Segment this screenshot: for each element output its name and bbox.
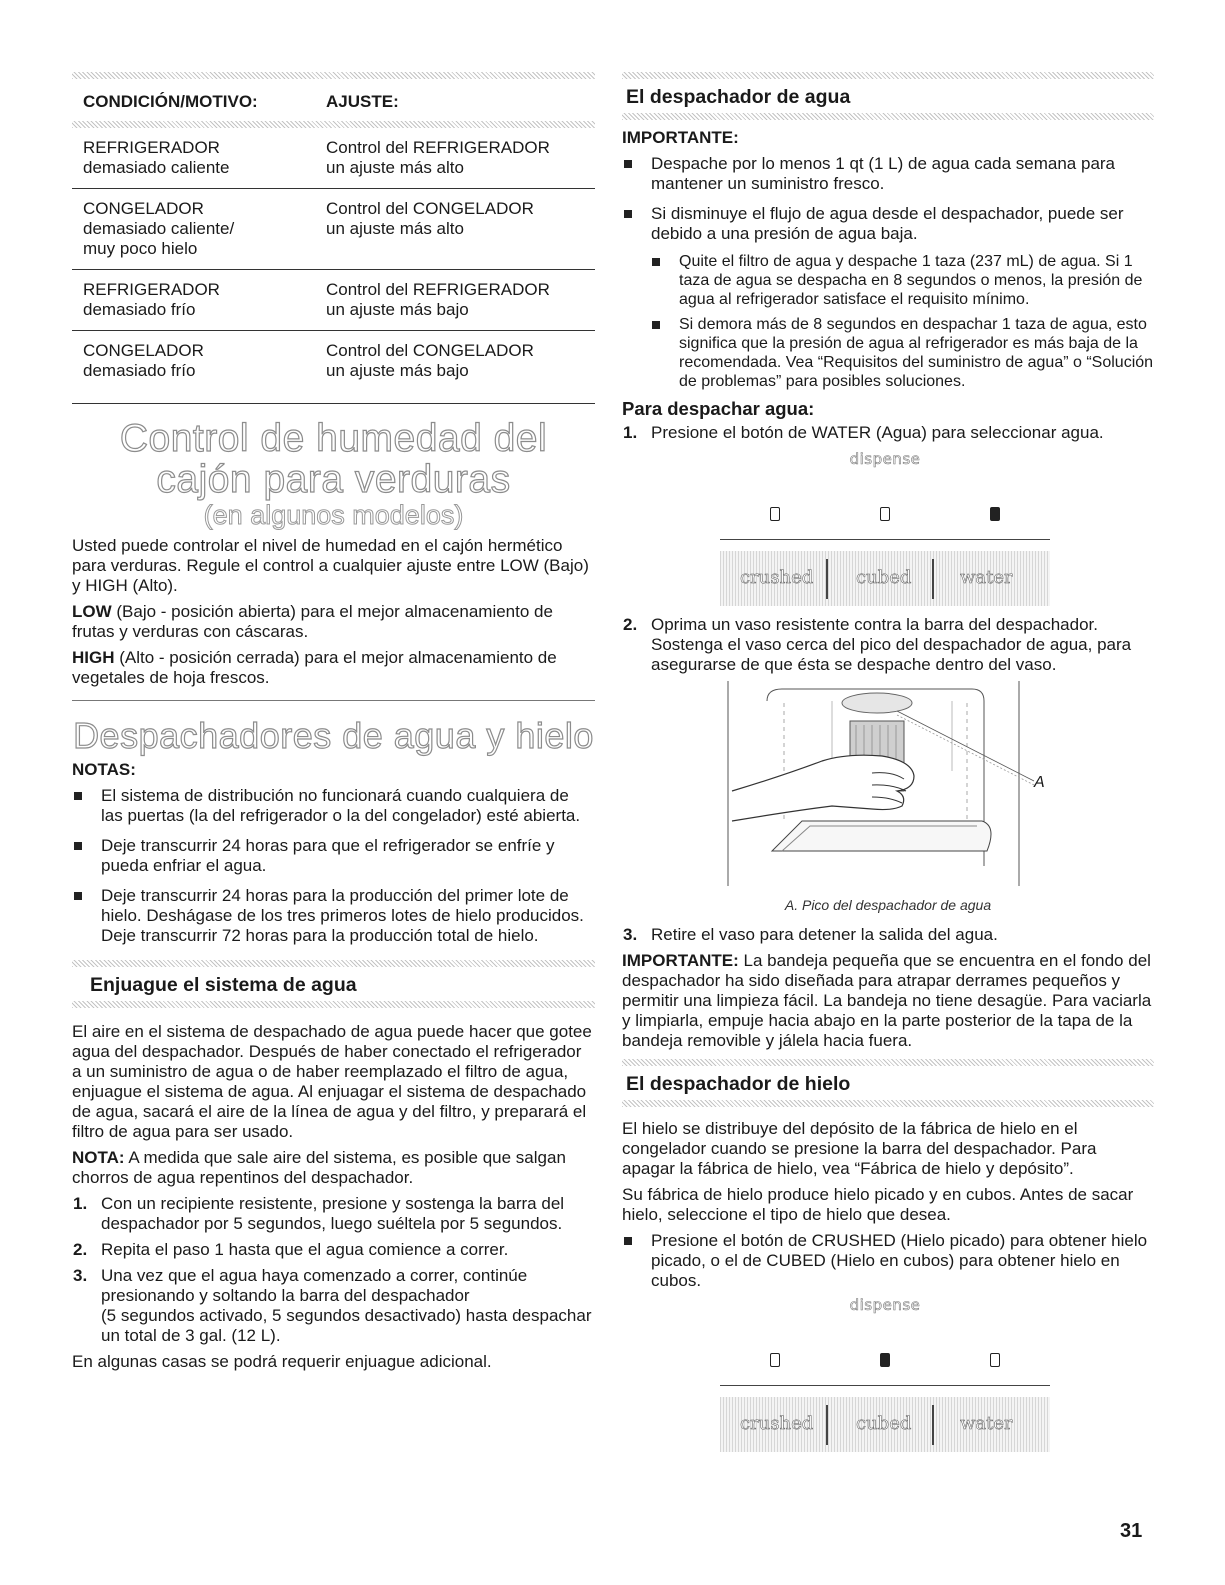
list-item xyxy=(72,1194,595,1234)
water-sub-bullets xyxy=(650,252,1154,391)
important2-label: IMPORTANTE: xyxy=(622,951,739,970)
rinse-note-label: NOTA: xyxy=(72,1148,125,1167)
rinse-intro: El aire en el sistema de despachado de agua puede hacer que gotee agua del despachador. Después de haber conectado el refrigerador a un suministro de agua o de haber reemplazado el filtro de agua, enjuague el sistema de agua. Al enjuagar el sistema de despachado de agua, sacará el aire de la línea de agua y del filtro, y preparará el filtro de agua para ser usado. xyxy=(72,1022,592,1141)
crushed-indicator-light xyxy=(770,1353,780,1367)
table-row xyxy=(72,269,595,330)
list-item: Despache por lo menos 1 qt (1 L) de agua cada semana para mantener un suministro fresco. xyxy=(622,154,1154,194)
table-top-hatch xyxy=(72,72,595,79)
list-item xyxy=(72,1240,595,1260)
panel-rule xyxy=(720,1385,1050,1386)
left-column xyxy=(72,72,595,1378)
water-steps-b xyxy=(622,615,1154,675)
list-item: Quite el filtro de agua y despache 1 taza (237 mL) de agua. Si 1 taza de agua se despacha en 8 segundos o menos, la presión de agua al refrigerador satisface el requisito mínimo. xyxy=(650,252,1154,309)
rinse-heading: Enjuague el sistema de agua xyxy=(90,974,357,996)
list-item: Si disminuye el flujo de agua desde el despachador, puede ser debido a una presión de agua baja. xyxy=(622,204,1154,244)
dispenser-illustration xyxy=(722,681,1052,891)
panel-separator xyxy=(932,1405,934,1445)
water-steps-c xyxy=(622,925,1154,945)
table-header-hatch xyxy=(72,121,595,128)
water-heading: El despachador de agua xyxy=(626,86,851,108)
step-text: Repita el paso 1 hasta que el agua comience a correr. xyxy=(101,1240,509,1259)
list-item: Deje transcurrir 24 horas para la producción del primer lote de hielo. Deshágase de los tres primeros lotes de hielo producidos. Deje transcurrir 72 horas para la producción total de hielo. xyxy=(72,886,595,946)
rinse-steps xyxy=(72,1194,595,1346)
water-hatch-top xyxy=(622,72,1154,79)
humidity-high xyxy=(72,648,595,688)
water-bullets xyxy=(622,154,1154,244)
panel-indicator-lights xyxy=(720,507,1050,527)
table-cell-condition: REFRIGERADOR demasiado caliente xyxy=(83,138,230,177)
step-number: 1. xyxy=(623,423,638,442)
step-number: 2. xyxy=(73,1240,88,1259)
panel-rule xyxy=(720,539,1050,540)
rinse-note-text: A medida que sale aire del sistema, es posible que salgan chorros de agua repentinos del despachador. xyxy=(72,1148,566,1187)
list-item: Si demora más de 8 segundos en despachar 1 taza de agua, esto significa que la presión de agua al refrigerador es más baja de la recomendada. Vea “Requisitos del suministro de agua” o “Solución de problemas” para posibles soluciones. xyxy=(650,315,1154,391)
dispense-water-heading: Para despachar agua: xyxy=(622,398,815,419)
table-header-condition: CONDICIÓN/MOTIVO: xyxy=(83,92,258,111)
list-item xyxy=(622,925,1154,945)
panel-separator xyxy=(932,559,934,599)
crushed-button[interactable]: crushed xyxy=(740,567,814,588)
water-important-2 xyxy=(622,951,1154,1051)
step-text: Presione el botón de WATER (Agua) para seleccionar agua. xyxy=(651,423,1104,442)
crushed-button[interactable]: crushed xyxy=(740,1413,814,1434)
list-item xyxy=(622,615,1154,675)
step-text: Con un recipiente resistente, presione y sostenga la barra del despachador por 5 segundos, luego suéltela por 5 segundos. xyxy=(101,1194,565,1233)
table-cell-adjustment: Control del CONGELADOR un ajuste más alto xyxy=(326,199,534,238)
table-cell-adjustment: Control del REFRIGERADOR un ajuste más bajo xyxy=(326,280,550,319)
table-cell-condition: REFRIGERADOR demasiado frío xyxy=(83,280,220,319)
water-dispenser-figure xyxy=(722,681,1052,891)
list-item xyxy=(622,423,1154,443)
ice-p2: Su fábrica de hielo produce hielo picado y en cubos. Antes de sacar hielo, seleccione el tipo de hielo que desea. xyxy=(622,1185,1134,1224)
humidity-subtitle: (en algunos modelos) xyxy=(203,500,464,530)
ice-dispenser-panel xyxy=(720,1295,1050,1455)
panel-dispense-label: dispense xyxy=(849,450,921,468)
section-divider xyxy=(72,700,595,701)
table-cell-condition: CONGELADOR demasiado caliente/ muy poco hielo xyxy=(83,199,235,258)
rinse-hatch-top xyxy=(72,960,595,967)
crushed-indicator-light xyxy=(770,507,780,521)
table-row xyxy=(72,128,595,188)
high-label: HIGH xyxy=(72,648,115,667)
figure-caption: A. Pico del despachador de agua xyxy=(784,897,992,913)
humidity-low xyxy=(72,602,595,642)
step-number: 1. xyxy=(73,1194,88,1213)
water-indicator-light xyxy=(990,1353,1000,1367)
water-important-heading: IMPORTANTE: xyxy=(622,128,739,147)
cubed-indicator-light xyxy=(880,507,890,521)
humidity-title-line2: cajón para verduras xyxy=(156,458,511,501)
panel-separator xyxy=(826,559,828,599)
ice-heading: El despachador de hielo xyxy=(626,1073,851,1095)
notes-list xyxy=(72,786,595,946)
panel-indicator-lights xyxy=(720,1353,1050,1373)
list-item: Deje transcurrir 24 horas para que el refrigerador se enfríe y pueda enfriar el agua. xyxy=(72,836,595,876)
ice-p1: El hielo se distribuye del depósito de la fábrica de hielo en el congelador cuando se presione la barra del despachador. Para apagar la fábrica de hielo, vea “Fábrica de hielo y depósito”. xyxy=(622,1119,1097,1178)
rinse-note xyxy=(72,1148,595,1188)
panel-dispense-label: dispense xyxy=(849,1296,921,1314)
important2-text: La bandeja pequeña que se encuentra en el fondo del despachador ha sido diseñada para atrapar derrames pequeños y permitir una limpieza fácil. La bandeja no tiene desagüe. Para vaciarla y limpiarla, empuje hacia abajo en la parte posterior de la tapa de la bandeja removible y jálela hacia fuera. xyxy=(622,951,1152,1050)
ice-bullets xyxy=(622,1231,1154,1291)
humidity-intro: Usted puede controlar el nivel de humedad en el cajón hermético para verduras. Regule el control a cualquier ajuste entre LOW (Bajo) y HIGH (Alto). xyxy=(72,536,589,595)
table-cell-condition: CONGELADOR demasiado frío xyxy=(83,341,204,380)
rinse-closing: En algunas casas se podrá requerir enjuague adicional. xyxy=(72,1352,492,1371)
table-row xyxy=(72,330,595,403)
step-number: 3. xyxy=(73,1266,88,1285)
table-header xyxy=(72,79,595,121)
list-item xyxy=(72,1266,595,1346)
water-indicator-light xyxy=(990,507,1000,521)
high-text: (Alto - posición cerrada) para el mejor almacenamiento de vegetales de hoja frescos. xyxy=(72,648,557,687)
water-dispenser-panel xyxy=(720,449,1050,609)
ice-hatch-top xyxy=(622,1059,1154,1066)
table-header-adjustment: AJUSTE: xyxy=(326,92,399,111)
humidity-title-line1: Control de humedad del xyxy=(119,417,548,460)
cubed-indicator-light xyxy=(880,1353,890,1367)
dispensers-section xyxy=(72,715,595,946)
step-number: 3. xyxy=(623,925,638,944)
low-text: (Bajo - posición abierta) para el mejor almacenamiento de frutas y verduras con cáscaras. xyxy=(72,602,553,641)
humidity-section xyxy=(72,418,595,688)
notes-heading: NOTAS: xyxy=(72,760,136,779)
table-cell-adjustment: Control del REFRIGERADOR un ajuste más alto xyxy=(326,138,550,177)
right-column xyxy=(622,72,1154,1455)
list-item: Presione el botón de CRUSHED (Hielo picado) para obtener hielo picado, o el de CUBED (Hielo en cubos) para obtener hielo en cubos. xyxy=(622,1231,1154,1291)
table-row xyxy=(72,188,595,269)
step-text: Oprima un vaso resistente contra la barra del despachador. Sostenga el vaso cerca del pico del despachador de agua, para asegurarse de que ésta se despache dentro del vaso. xyxy=(651,615,1132,674)
water-steps-a xyxy=(622,423,1154,443)
page-number: 31 xyxy=(1120,1520,1143,1542)
water-button[interactable]: water xyxy=(960,1413,1013,1434)
water-hatch-bottom xyxy=(622,113,1154,120)
step-number: 2. xyxy=(623,615,638,634)
table-cell-adjustment: Control del CONGELADOR un ajuste más bajo xyxy=(326,341,534,380)
step-text: Retire el vaso para detener la salida del agua. xyxy=(651,925,998,944)
cubed-button[interactable]: cubed xyxy=(856,567,912,588)
rinse-hatch-bottom xyxy=(72,1001,595,1008)
step-text: Una vez que el agua haya comenzado a correr, continúe presionando y soltando la barra del despachador (5 segundos activado, 5 segundos desactivado) hasta despachar un total de 3 gal. (12 L). xyxy=(101,1266,592,1345)
cubed-button[interactable]: cubed xyxy=(856,1413,912,1434)
rinse-section xyxy=(72,960,595,1372)
list-item: El sistema de distribución no funcionará cuando cualquiera de las puertas (la del refrigerador o la del congelador) esté abierta. xyxy=(72,786,595,826)
figure-callout-a: A xyxy=(1034,774,1045,791)
panel-separator xyxy=(826,1405,828,1445)
water-button[interactable]: water xyxy=(960,567,1013,588)
dispensers-title: Despachadores de agua y hielo xyxy=(73,715,594,756)
table-body xyxy=(72,128,595,404)
low-label: LOW xyxy=(72,602,112,621)
ice-hatch-bottom xyxy=(622,1100,1154,1107)
